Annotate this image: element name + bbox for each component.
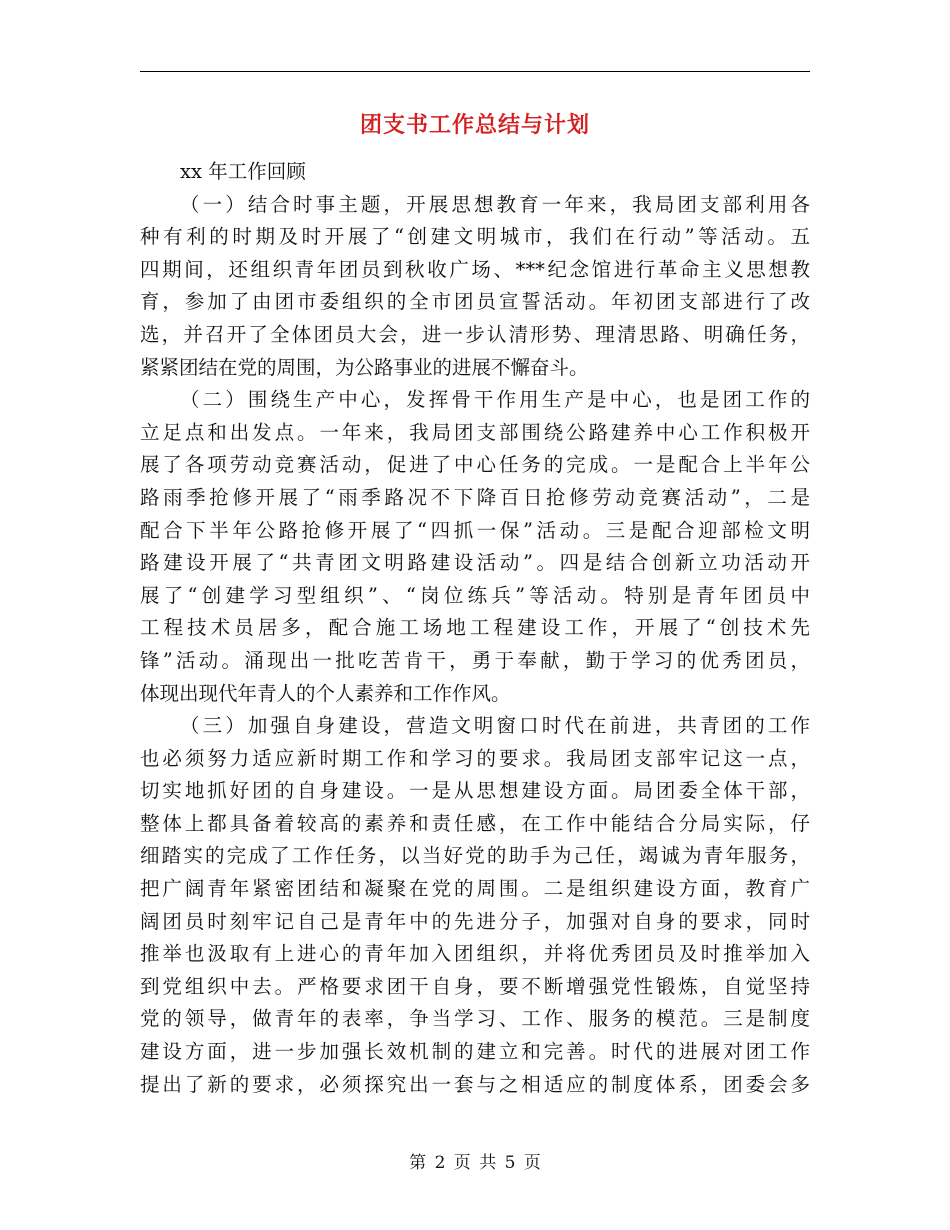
- text-line: 体现出现代年青人的个人素养和工作作风。: [140, 681, 511, 705]
- text-line: 切实地抓好团的自身建设。一是从思想建设方面。局团委全体干部，: [140, 779, 810, 803]
- text-line: 阔团员时刻牢记自己是青年中的先进分子，加强对自身的要求，同时: [140, 909, 810, 933]
- text-line: 路雨季抢修开展了“雨季路况不下降百日抢修劳动竞赛活动”，二是: [140, 485, 810, 509]
- text-line: 配合下半年公路抢修开展了“四抓一保”活动。三是配合迎部检文明: [140, 518, 810, 542]
- document-body: [140, 156, 810, 1101]
- text-line: 锋”活动。涌现出一批吃苦肯干，勇于奉献，勤于学习的优秀团员，: [140, 648, 810, 672]
- text-line: 把广阔青年紧密团结和凝聚在党的周围。二是组织建设方面，教育广: [140, 877, 810, 901]
- text-line: xx 年工作回顾: [180, 160, 306, 183]
- text-line: （二）围绕生产中心，发挥骨干作用生产是中心，也是团工作的: [180, 388, 810, 412]
- text-line: 提出了新的要求，必须探究出一套与之相适应的制度体系，团委会多: [140, 1072, 810, 1096]
- text-line: 四期间，还组织青年团员到秋收广场、***纪念馆进行革命主义思想教: [140, 257, 810, 281]
- text-line: 育，参加了由团市委组织的全市团员宣誓活动。年初团支部进行了改: [140, 290, 810, 314]
- text-line: 立足点和出发点。一年来，我局团支部围绕公路建养中心工作积极开: [140, 420, 810, 444]
- text-line: 展了“创建学习型组织”、“岗位练兵”等活动。特别是青年团员中: [140, 583, 810, 607]
- text-line: （三）加强自身建设，营造文明窗口时代在前进，共青团的工作: [180, 714, 810, 738]
- text-line: 展了各项劳动竞赛活动，促进了中心任务的完成。一是配合上半年公: [140, 453, 810, 477]
- text-line: 党的领导，做青年的表率，争当学习、工作、服务的模范。三是制度: [140, 1007, 810, 1031]
- text-line: 建设方面，进一步加强长效机制的建立和完善。时代的进展对团工作: [140, 1040, 810, 1064]
- text-line: （一）结合时事主题，开展思想教育一年来，我局团支部利用各: [180, 192, 810, 216]
- text-line: 也必须努力适应新时期工作和学习的要求。我局团支部牢记这一点，: [140, 746, 810, 770]
- text-line: 细踏实的完成了工作任务，以当好党的助手为己任，竭诚为青年服务，: [140, 844, 810, 868]
- page-footer: 第 2 页 共 5 页: [409, 1153, 541, 1173]
- text-line: 推举也汲取有上进心的青年加入团组织，并将优秀团员及时推举加入: [140, 942, 810, 966]
- document-title: 团支书工作总结与计划: [359, 112, 590, 138]
- text-line: 种有利的时期及时开展了“创建文明城市，我们在行动”等活动。五: [140, 225, 810, 249]
- header-rule: [140, 71, 810, 72]
- text-line: 整体上都具备着较高的素养和责任感，在工作中能结合分局实际，仔: [140, 811, 810, 835]
- text-line: 紧紧团结在党的周围，为公路事业的进展不懈奋斗。: [140, 355, 589, 379]
- text-line: 到党组织中去。严格要求团干自身，要不断增强党性锻炼，自觉坚持: [140, 974, 810, 998]
- text-line: 选，并召开了全体团员大会，进一步认清形势、理清思路、明确任务，: [140, 322, 810, 346]
- text-line: 路建设开展了“共青团文明路建设活动”。四是结合创新立功活动开: [140, 551, 810, 575]
- text-line: 工程技术员居多，配合施工场地工程建设工作，开展了“创技术先: [140, 616, 810, 640]
